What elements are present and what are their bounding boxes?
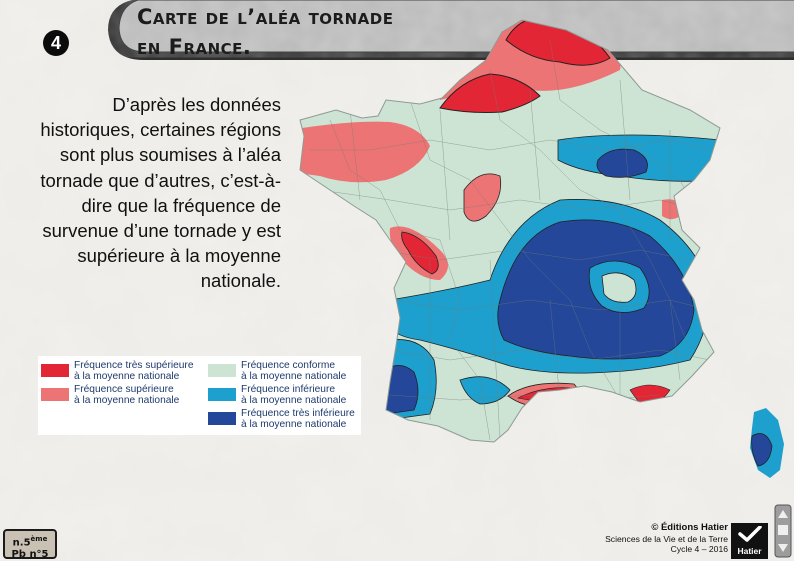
checkmark-icon [738, 526, 762, 542]
legend-swatch [41, 364, 69, 377]
level-badge[interactable] [3, 529, 57, 559]
legend-label: Fréquence très supérieure à la moyenne nationale [74, 360, 194, 382]
title-line-2: en France. [137, 35, 252, 59]
level-badge-sup: ème [30, 535, 48, 543]
level-badge-line2: Pb n°5 [11, 549, 49, 561]
hatier-logo-text: Hatier [737, 546, 762, 556]
legend-item-very-high [41, 361, 193, 382]
legend-swatch [208, 412, 236, 425]
legend-item-very-low [208, 409, 355, 430]
legend-label: Fréquence très inférieure à la moyenne nationale [241, 408, 355, 430]
tornado-hazard-map [290, 0, 794, 561]
legend-item-average [208, 361, 346, 382]
corsica [740, 400, 794, 490]
title-line-1: Carte de l’aléa tornade [137, 5, 394, 29]
book-edition: Cycle 4 – 2016 [670, 544, 728, 554]
legend-item-high [41, 385, 179, 406]
legend-swatch [208, 388, 236, 401]
legend-swatch [41, 388, 69, 401]
hatier-logo [731, 523, 768, 559]
credits [605, 523, 728, 555]
level-badge-line1: n.5 [12, 537, 31, 549]
legend-label: Fréquence inférieure à la moyenne nationale [241, 384, 347, 406]
legend-swatch [208, 364, 236, 377]
slide-navigation[interactable] [774, 504, 792, 558]
book-title: Sciences de la Vie et de la Terre [605, 533, 728, 544]
legend-label: Fréquence supérieure à la moyenne nationale [74, 384, 180, 406]
legend-item-low [208, 385, 346, 406]
publisher: © Éditions Hatier [651, 522, 728, 533]
nav-menu-icon[interactable] [778, 525, 788, 535]
map-legend [38, 356, 361, 435]
slide-number-badge: 4 [43, 30, 69, 56]
intro-paragraph: D’après les données historiques, certaines régions sont plus soumises à l’aléa tornade que d’autres, c’est-à-dire que la fréquence de survenue d’une tornade y est supérieure à la moyenne nationale. [40, 94, 281, 292]
legend-label: Fréquence conforme à la moyenne nationale [241, 360, 347, 382]
